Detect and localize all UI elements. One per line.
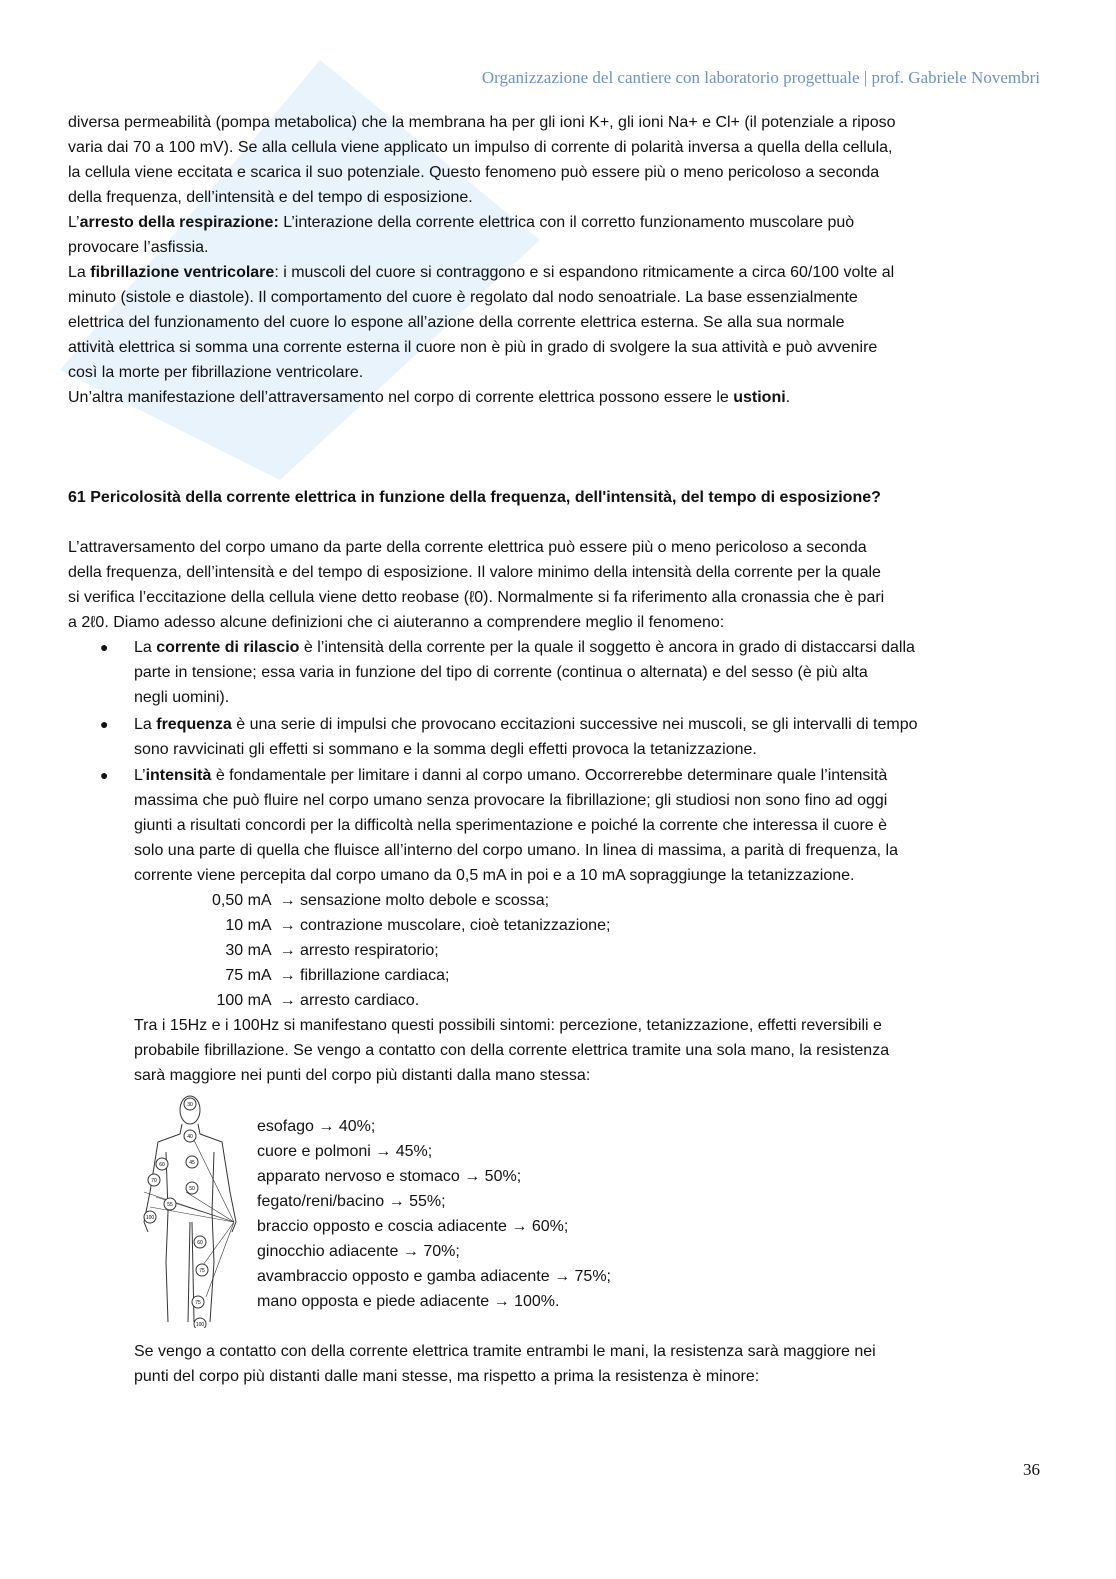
text-line	[212, 913, 610, 938]
resistance-label: 60	[197, 1240, 203, 1246]
text-span: la cellula viene eccitata e scarica il suo potenziale. Questo fenomeno può essere più o meno pericoloso a seconda	[68, 164, 880, 181]
bold-term: corrente di rilascio	[156, 639, 300, 656]
text-span: 100 mA → arresto cardiaco.	[212, 992, 420, 1009]
resistance-label: 40	[187, 1134, 193, 1140]
text-span: apparato nervoso e stomaco → 50%;	[257, 1168, 522, 1185]
text-line	[212, 988, 419, 1013]
text-span: braccio opposto e coscia adiacente → 60%;	[257, 1218, 569, 1235]
bullet-icon: ●	[100, 639, 109, 655]
text-span: fegato/reni/bacino → 55%;	[257, 1193, 446, 1210]
text-line	[68, 535, 867, 560]
text-line	[68, 260, 894, 285]
text-span: massima che può fluire nel corpo umano senza provocare la fibrillazione; gli studiosi non sono fino ad oggi	[134, 792, 888, 809]
text-line	[134, 813, 887, 838]
text-line	[257, 1289, 559, 1314]
text-line	[257, 1189, 446, 1214]
text-line	[257, 1164, 521, 1189]
text-line	[134, 1339, 876, 1364]
text-span: 0,50 mA → sensazione molto debole e scossa;	[212, 892, 550, 909]
text-span: sarà maggiore nei punti del corpo più distanti dalla mano stessa:	[134, 1067, 591, 1084]
text-line	[257, 1239, 460, 1264]
page-number: 36	[1023, 1460, 1040, 1479]
text-span: solo una parte di quella che fluisce all’interno del corpo umano. In linea di massima, a parità di frequenza, la	[134, 842, 898, 859]
text-line	[68, 335, 877, 360]
resistance-label: 55	[167, 1202, 173, 1208]
text-span: sono ravvicinati gli effetti si sommano e la somma degli effetti provoca la tetanizzazione.	[134, 741, 757, 758]
text-span: L’	[68, 214, 80, 231]
bullet-icon: ●	[100, 716, 109, 732]
text-span: Se vengo a contatto con della corrente elettrica tramite entrambi le mani, la resistenza sarà maggiore nei	[134, 1343, 876, 1360]
text-line	[212, 888, 549, 913]
resistance-label: 100	[195, 1322, 205, 1328]
text-span: ginocchio adiacente → 70%;	[257, 1243, 460, 1260]
text-span: La	[134, 639, 157, 656]
text-span: provocare l’asfissia.	[68, 239, 209, 256]
resistance-label: 70	[151, 1178, 157, 1184]
text-span: della frequenza, dell’intensità e del tempo di esposizione.	[68, 189, 473, 206]
text-span: Un’altra manifestazione dell’attraversamento nel corpo di corrente elettrica possono essere le	[68, 389, 734, 406]
text-span: della frequenza, dell’intensità e del tempo di esposizione. Il valore minimo della intensità della corrente per la quale	[68, 564, 881, 581]
text-span: così la morte per fibrillazione ventricolare.	[68, 364, 364, 381]
text-line	[134, 788, 887, 813]
resistance-label: 30	[187, 1102, 193, 1108]
text-span: corrente viene percepita dal corpo umano da 0,5 mA in poi e a 10 mA sopraggiunge la tetanizzazione.	[134, 867, 855, 884]
text-line	[134, 1038, 889, 1063]
bold-term: intensità	[145, 767, 212, 784]
text-line	[134, 838, 898, 863]
text-span: è fondamentale per limitare i danni al corpo umano. Occorrerebbe determinare quale l’intensità	[211, 767, 888, 784]
text-span: cuore e polmoni → 45%;	[257, 1143, 433, 1160]
text-line	[68, 110, 896, 135]
text-line	[68, 610, 724, 635]
text-line	[257, 1264, 611, 1289]
resistance-label: 60	[159, 1162, 165, 1168]
text-line	[134, 685, 229, 710]
text-line	[134, 635, 915, 660]
text-span: parte in tensione; essa varia in funzione del tipo di corrente (continua o alternata) e del sesso (è più alta	[134, 664, 868, 681]
bold-term: ustioni	[733, 389, 786, 406]
text-span: L’	[134, 767, 146, 784]
text-line	[68, 385, 790, 410]
text-span: : i muscoli del cuore si contraggono e si espandono ritmicamente a circa 60/100 volte al	[274, 264, 895, 281]
text-line	[68, 360, 363, 385]
text-span: è una serie di impulsi che provocano eccitazioni successive nei muscoli, se gli intervalli di tempo	[231, 716, 918, 733]
text-line	[134, 660, 868, 685]
text-line	[257, 1214, 568, 1239]
text-line	[257, 1114, 375, 1139]
text-line	[257, 1139, 432, 1164]
text-span: punti del corpo più distanti dalle mani stesse, ma rispetto a prima la resistenza è minore:	[134, 1368, 760, 1385]
text-span: avambraccio opposto e gamba adiacente → 75%;	[257, 1268, 611, 1285]
text-line	[134, 712, 917, 737]
text-line	[134, 763, 887, 788]
text-line	[212, 938, 439, 963]
text-span: Tra i 15Hz e i 100Hz si manifestano questi possibili sintomi: percezione, tetanizzazione, effetti reversibili e	[134, 1017, 882, 1034]
text-span: mano opposta e piede adiacente → 100%.	[257, 1293, 560, 1310]
text-line	[134, 1063, 590, 1088]
resistance-label: 50	[189, 1186, 195, 1192]
text-span: negli uomini).	[134, 689, 230, 706]
text-span: L’attraversamento del corpo umano da parte della corrente elettrica può essere più o meno pericoloso a seconda	[68, 539, 867, 556]
text-span: 75 mA → fibrillazione cardiaca;	[212, 967, 450, 984]
text-span: La	[68, 264, 91, 281]
text-span: diversa permeabilità (pompa metabolica) che la membrana ha per gli ioni K+, gli ioni Na+ e Cl+ (il potenziale a riposo	[68, 114, 896, 131]
bold-term: frequenza	[156, 716, 232, 733]
text-line	[212, 963, 449, 988]
text-span: .	[785, 389, 791, 406]
text-line	[68, 585, 884, 610]
text-line	[68, 560, 881, 585]
resistance-label: 75	[195, 1300, 201, 1306]
text-line	[134, 1364, 759, 1389]
text-span: minuto (sistole e diastole). Il comportamento del cuore è regolato dal nodo senoatriale. La base essenzialmente	[68, 289, 858, 306]
bold-term: fibrillazione ventricolare	[90, 264, 275, 281]
bold-term: 61 Pericolosità della corrente elettrica in funzione della frequenza, dell'intensità, del tempo di esposizione?	[68, 489, 881, 506]
text-line	[68, 135, 892, 160]
text-span: attività elettrica si somma una corrente esterna il cuore non è più in grado di svolgere la sua attività e può avvenire	[68, 339, 878, 356]
text-span: giunti a risultati concordi per la difficoltà nella sperimentazione e poiché la corrente che interessa il cuore è	[134, 817, 888, 834]
text-span: L’interazione della corrente elettrica con il corretto funzionamento muscolare può	[278, 214, 855, 231]
text-span: La	[134, 716, 157, 733]
text-span: 30 mA → arresto respiratorio;	[212, 942, 439, 959]
text-span: si verifica l’eccitazione della cellula viene detto reobase (ℓ0). Normalmente si fa riferimento alla cronassia che è pari	[68, 589, 885, 606]
text-span: 10 mA → contrazione muscolare, cioè tetanizzazione;	[212, 917, 611, 934]
bullet-icon: ●	[100, 767, 109, 783]
text-span: è l’intensità della corrente per la quale il soggetto è ancora in grado di distaccarsi dalla	[299, 639, 915, 656]
text-span: esofago → 40%;	[257, 1118, 376, 1135]
resistance-label: 100	[145, 1215, 155, 1221]
text-span: elettrica del funzionamento del cuore lo espone all’azione della corrente elettrica esterna. Se alla sua normale	[68, 314, 845, 331]
text-line	[68, 160, 879, 185]
text-line	[68, 485, 881, 510]
text-span: a 2ℓ0. Diamo adesso alcune definizioni che ci aiuteranno a comprendere meglio il fenomeno:	[68, 614, 725, 631]
resistance-label: 75	[199, 1268, 205, 1274]
text-line	[134, 863, 854, 888]
page-header: Organizzazione del cantiere con laboratorio progettuale | prof. Gabriele Novembri	[481, 68, 1040, 87]
text-line	[134, 1013, 882, 1038]
text-span: varia dai 70 a 100 mV). Se alla cellula viene applicato un impulso di corrente di polarità inversa a quella della cellula,	[68, 139, 893, 156]
text-span: probabile fibrillazione. Se vengo a contatto con della corrente elettrica tramite una sola mano, la resistenza	[134, 1042, 890, 1059]
text-line	[68, 210, 854, 235]
text-line	[68, 285, 858, 310]
text-line	[68, 235, 209, 260]
bold-term: arresto della respirazione:	[79, 214, 279, 231]
text-line	[134, 737, 757, 762]
resistance-label: 45	[189, 1160, 195, 1166]
text-line	[68, 185, 473, 210]
body-resistance-figure	[136, 1092, 244, 1328]
text-line	[68, 310, 844, 335]
